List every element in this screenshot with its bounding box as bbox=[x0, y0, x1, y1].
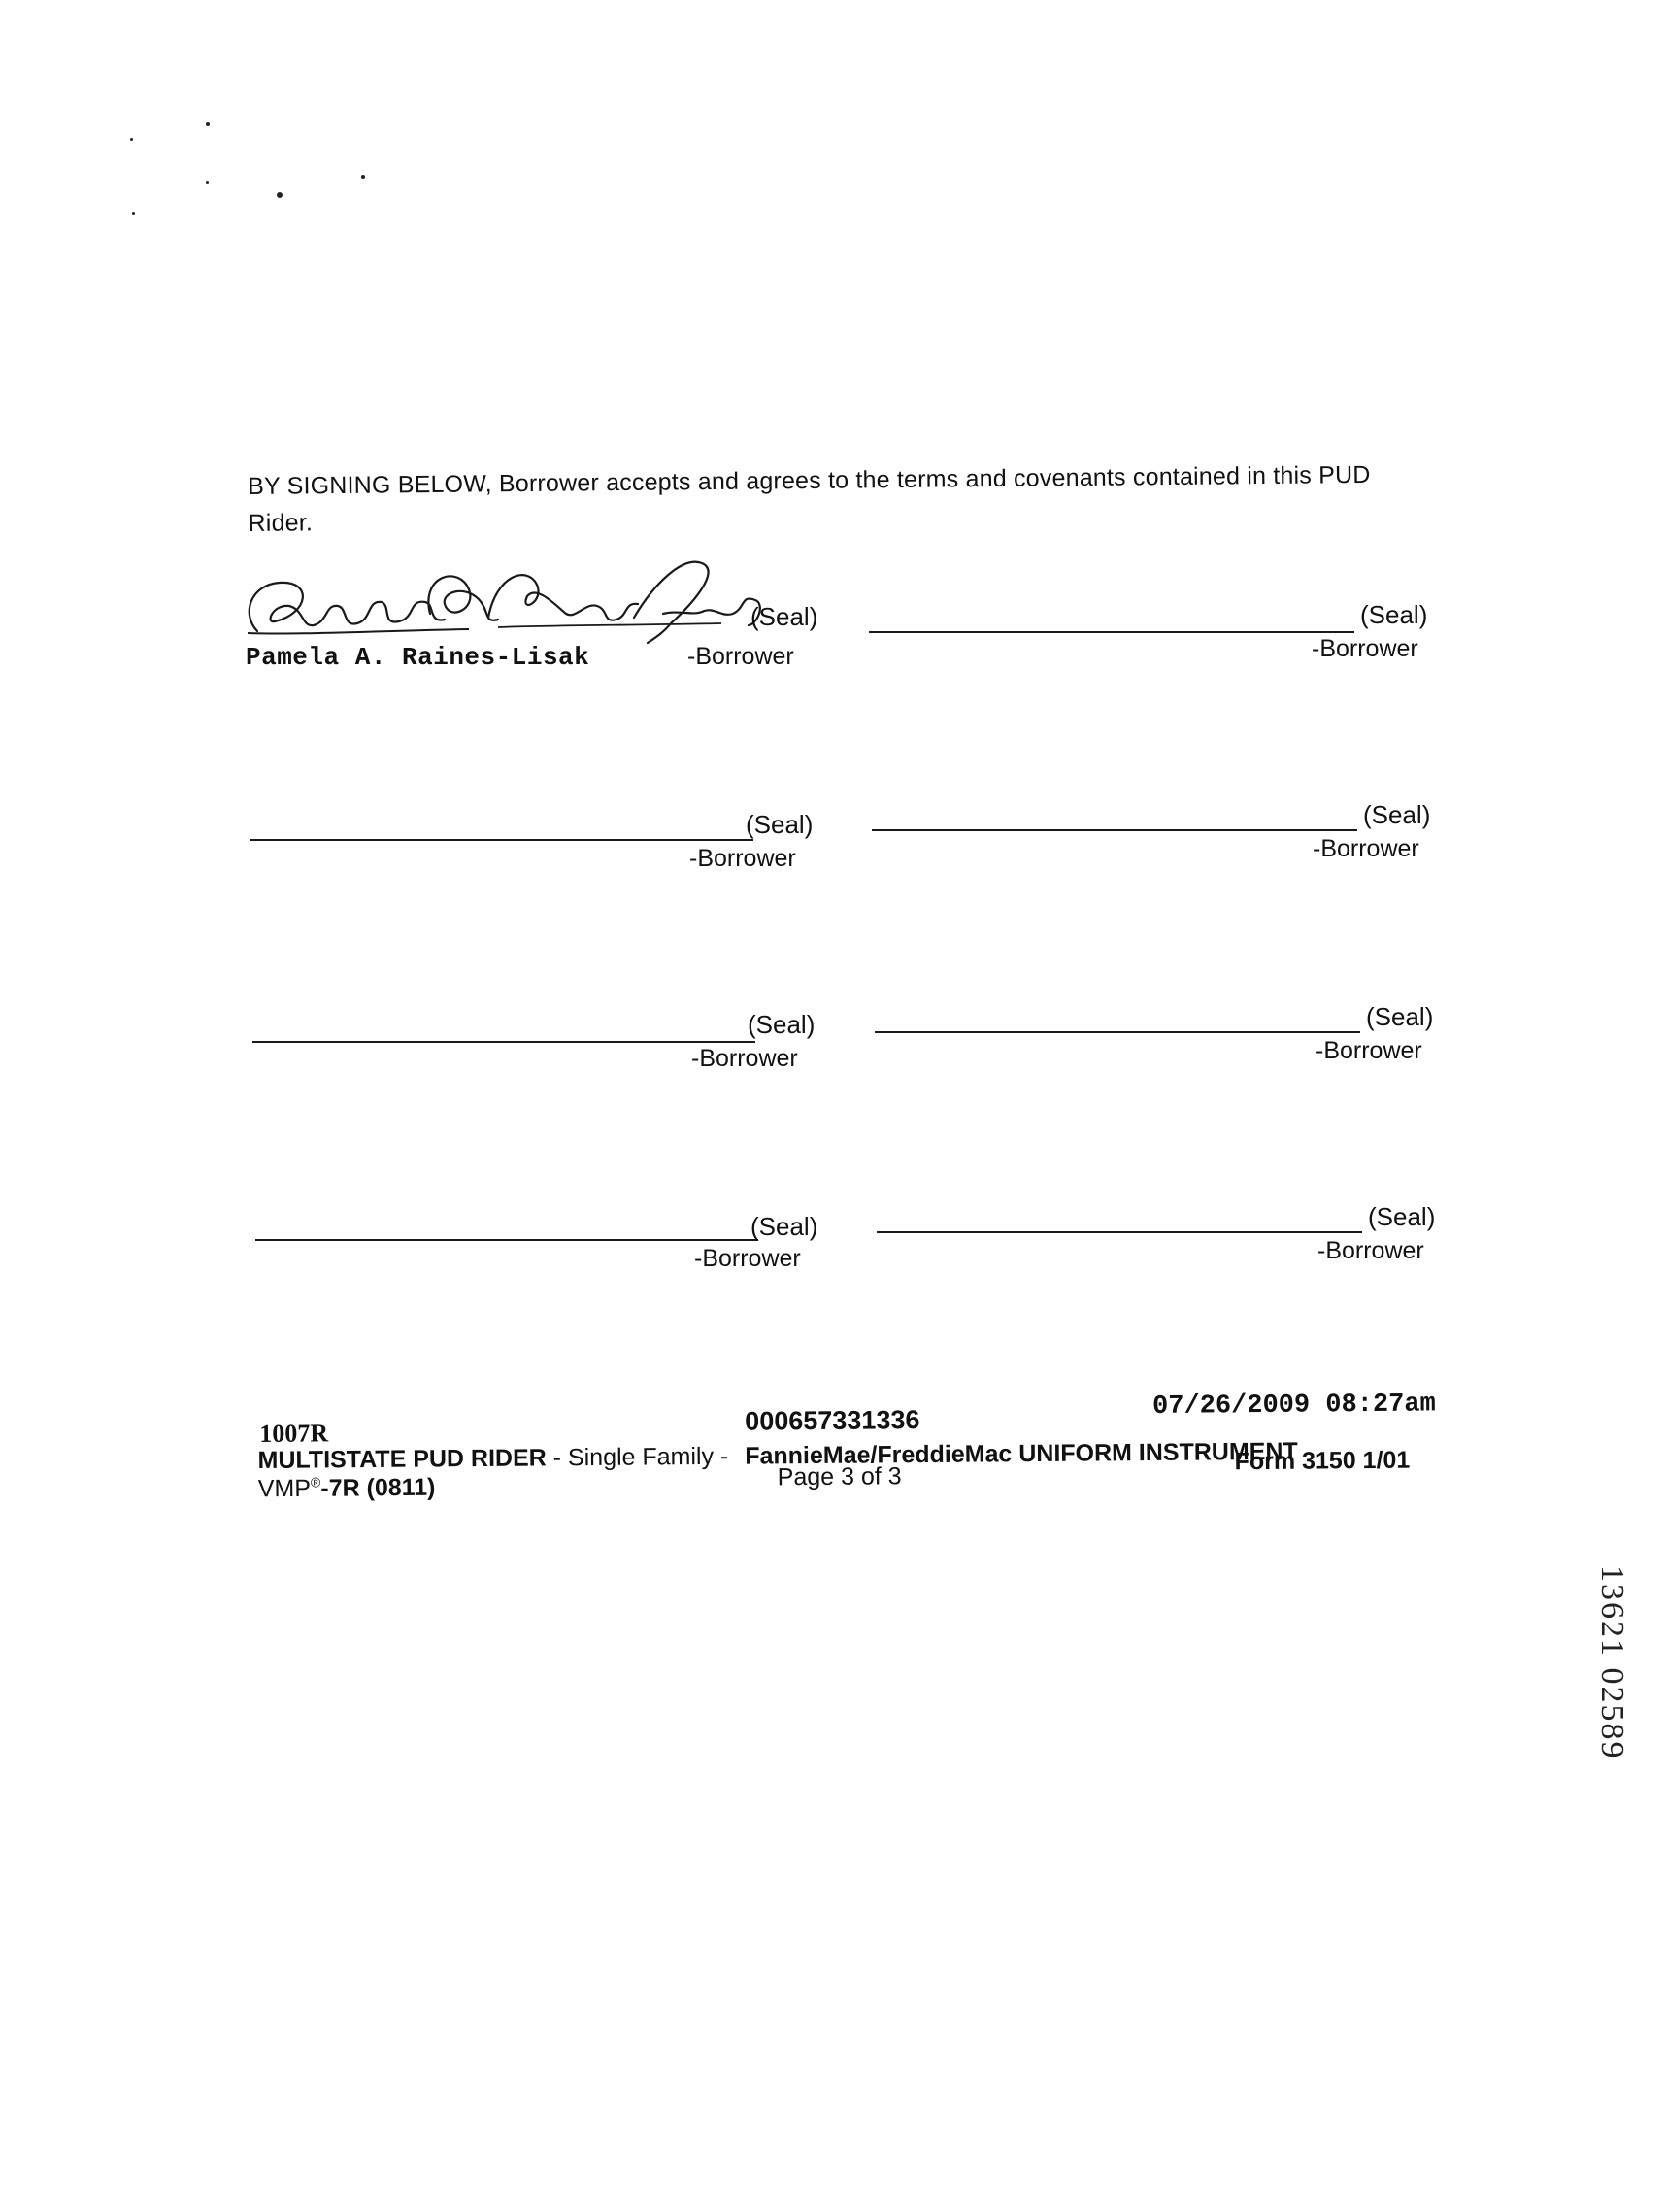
signature-line[interactable] bbox=[877, 1231, 1362, 1233]
vmp-code-line bbox=[258, 1473, 436, 1503]
borrower-label: -Borrower bbox=[1317, 1237, 1424, 1264]
signature-line[interactable] bbox=[255, 1239, 758, 1241]
vmp-label: VMP bbox=[257, 1474, 312, 1503]
side-stamp bbox=[1594, 1565, 1636, 1837]
registered-mark: ® bbox=[310, 1474, 321, 1491]
seal-label: (Seal) bbox=[746, 810, 814, 839]
handwritten-signature bbox=[236, 546, 780, 653]
signature-block-6 bbox=[875, 1002, 1457, 1070]
signature-line[interactable] bbox=[875, 1031, 1360, 1033]
signing-statement: BY SIGNING BELOW, Borrower accepts and agrees to the terms and covenants contained in this PUD Rider. bbox=[248, 460, 1371, 537]
seal-label: (Seal) bbox=[1363, 800, 1431, 829]
seal-label: (Seal) bbox=[1368, 1202, 1436, 1231]
borrower-label: -Borrower bbox=[1313, 835, 1419, 862]
signature-line[interactable] bbox=[872, 829, 1357, 831]
signature-line[interactable] bbox=[250, 839, 753, 841]
loan-number: 000657331336 bbox=[745, 1405, 920, 1436]
scan-speck bbox=[132, 212, 135, 215]
scan-speck bbox=[130, 138, 133, 141]
form-footer bbox=[257, 1388, 1452, 1534]
signature-line[interactable] bbox=[869, 631, 1354, 633]
seal-label: (Seal) bbox=[1366, 1002, 1434, 1031]
signature-block-3 bbox=[250, 810, 833, 878]
seal-label: (Seal) bbox=[750, 1212, 818, 1241]
rider-title: MULTISTATE PUD RIDER bbox=[257, 1444, 547, 1474]
borrower-label: -Borrower bbox=[689, 845, 796, 872]
side-stamp-text: 13621 02589 bbox=[1594, 1565, 1630, 1760]
scan-speck bbox=[206, 122, 210, 126]
scan-speck bbox=[361, 175, 365, 179]
scan-speck bbox=[277, 192, 283, 198]
borrower-printed-name: Pamela A. Raines-Lisak bbox=[246, 643, 590, 672]
vmp-code: -7R (0811) bbox=[320, 1473, 436, 1502]
seal-label: (Seal) bbox=[1360, 600, 1428, 629]
borrower-label: -Borrower bbox=[691, 1045, 798, 1072]
borrower-label: -Borrower bbox=[687, 643, 794, 670]
uniform-instrument: FannieMae/FreddieMac UNIFORM INSTRUMENT bbox=[745, 1437, 1298, 1470]
page-indicator: Page 3 of 3 bbox=[777, 1462, 902, 1491]
signature-block-4 bbox=[872, 800, 1454, 868]
seal-label: (Seal) bbox=[750, 602, 818, 631]
form-number: Form 3150 1/01 bbox=[1234, 1446, 1411, 1476]
signature-block-8 bbox=[877, 1202, 1459, 1270]
seal-label: (Seal) bbox=[748, 1010, 816, 1039]
signature-line[interactable] bbox=[252, 1041, 755, 1043]
form-code: 1007R bbox=[259, 1419, 329, 1448]
signature-block-5 bbox=[252, 1010, 835, 1078]
signature-block-2 bbox=[869, 600, 1451, 668]
borrower-label: -Borrower bbox=[694, 1245, 801, 1272]
signature-block-1 bbox=[246, 594, 828, 672]
print-datetime: 07/26/2009 08:27am bbox=[1151, 1390, 1436, 1422]
scan-speck bbox=[206, 181, 209, 184]
borrower-label: -Borrower bbox=[1312, 635, 1418, 662]
rider-subtitle: - Single Family - bbox=[552, 1442, 729, 1472]
borrower-label: -Borrower bbox=[1316, 1037, 1422, 1064]
signature-block-7 bbox=[255, 1212, 838, 1280]
